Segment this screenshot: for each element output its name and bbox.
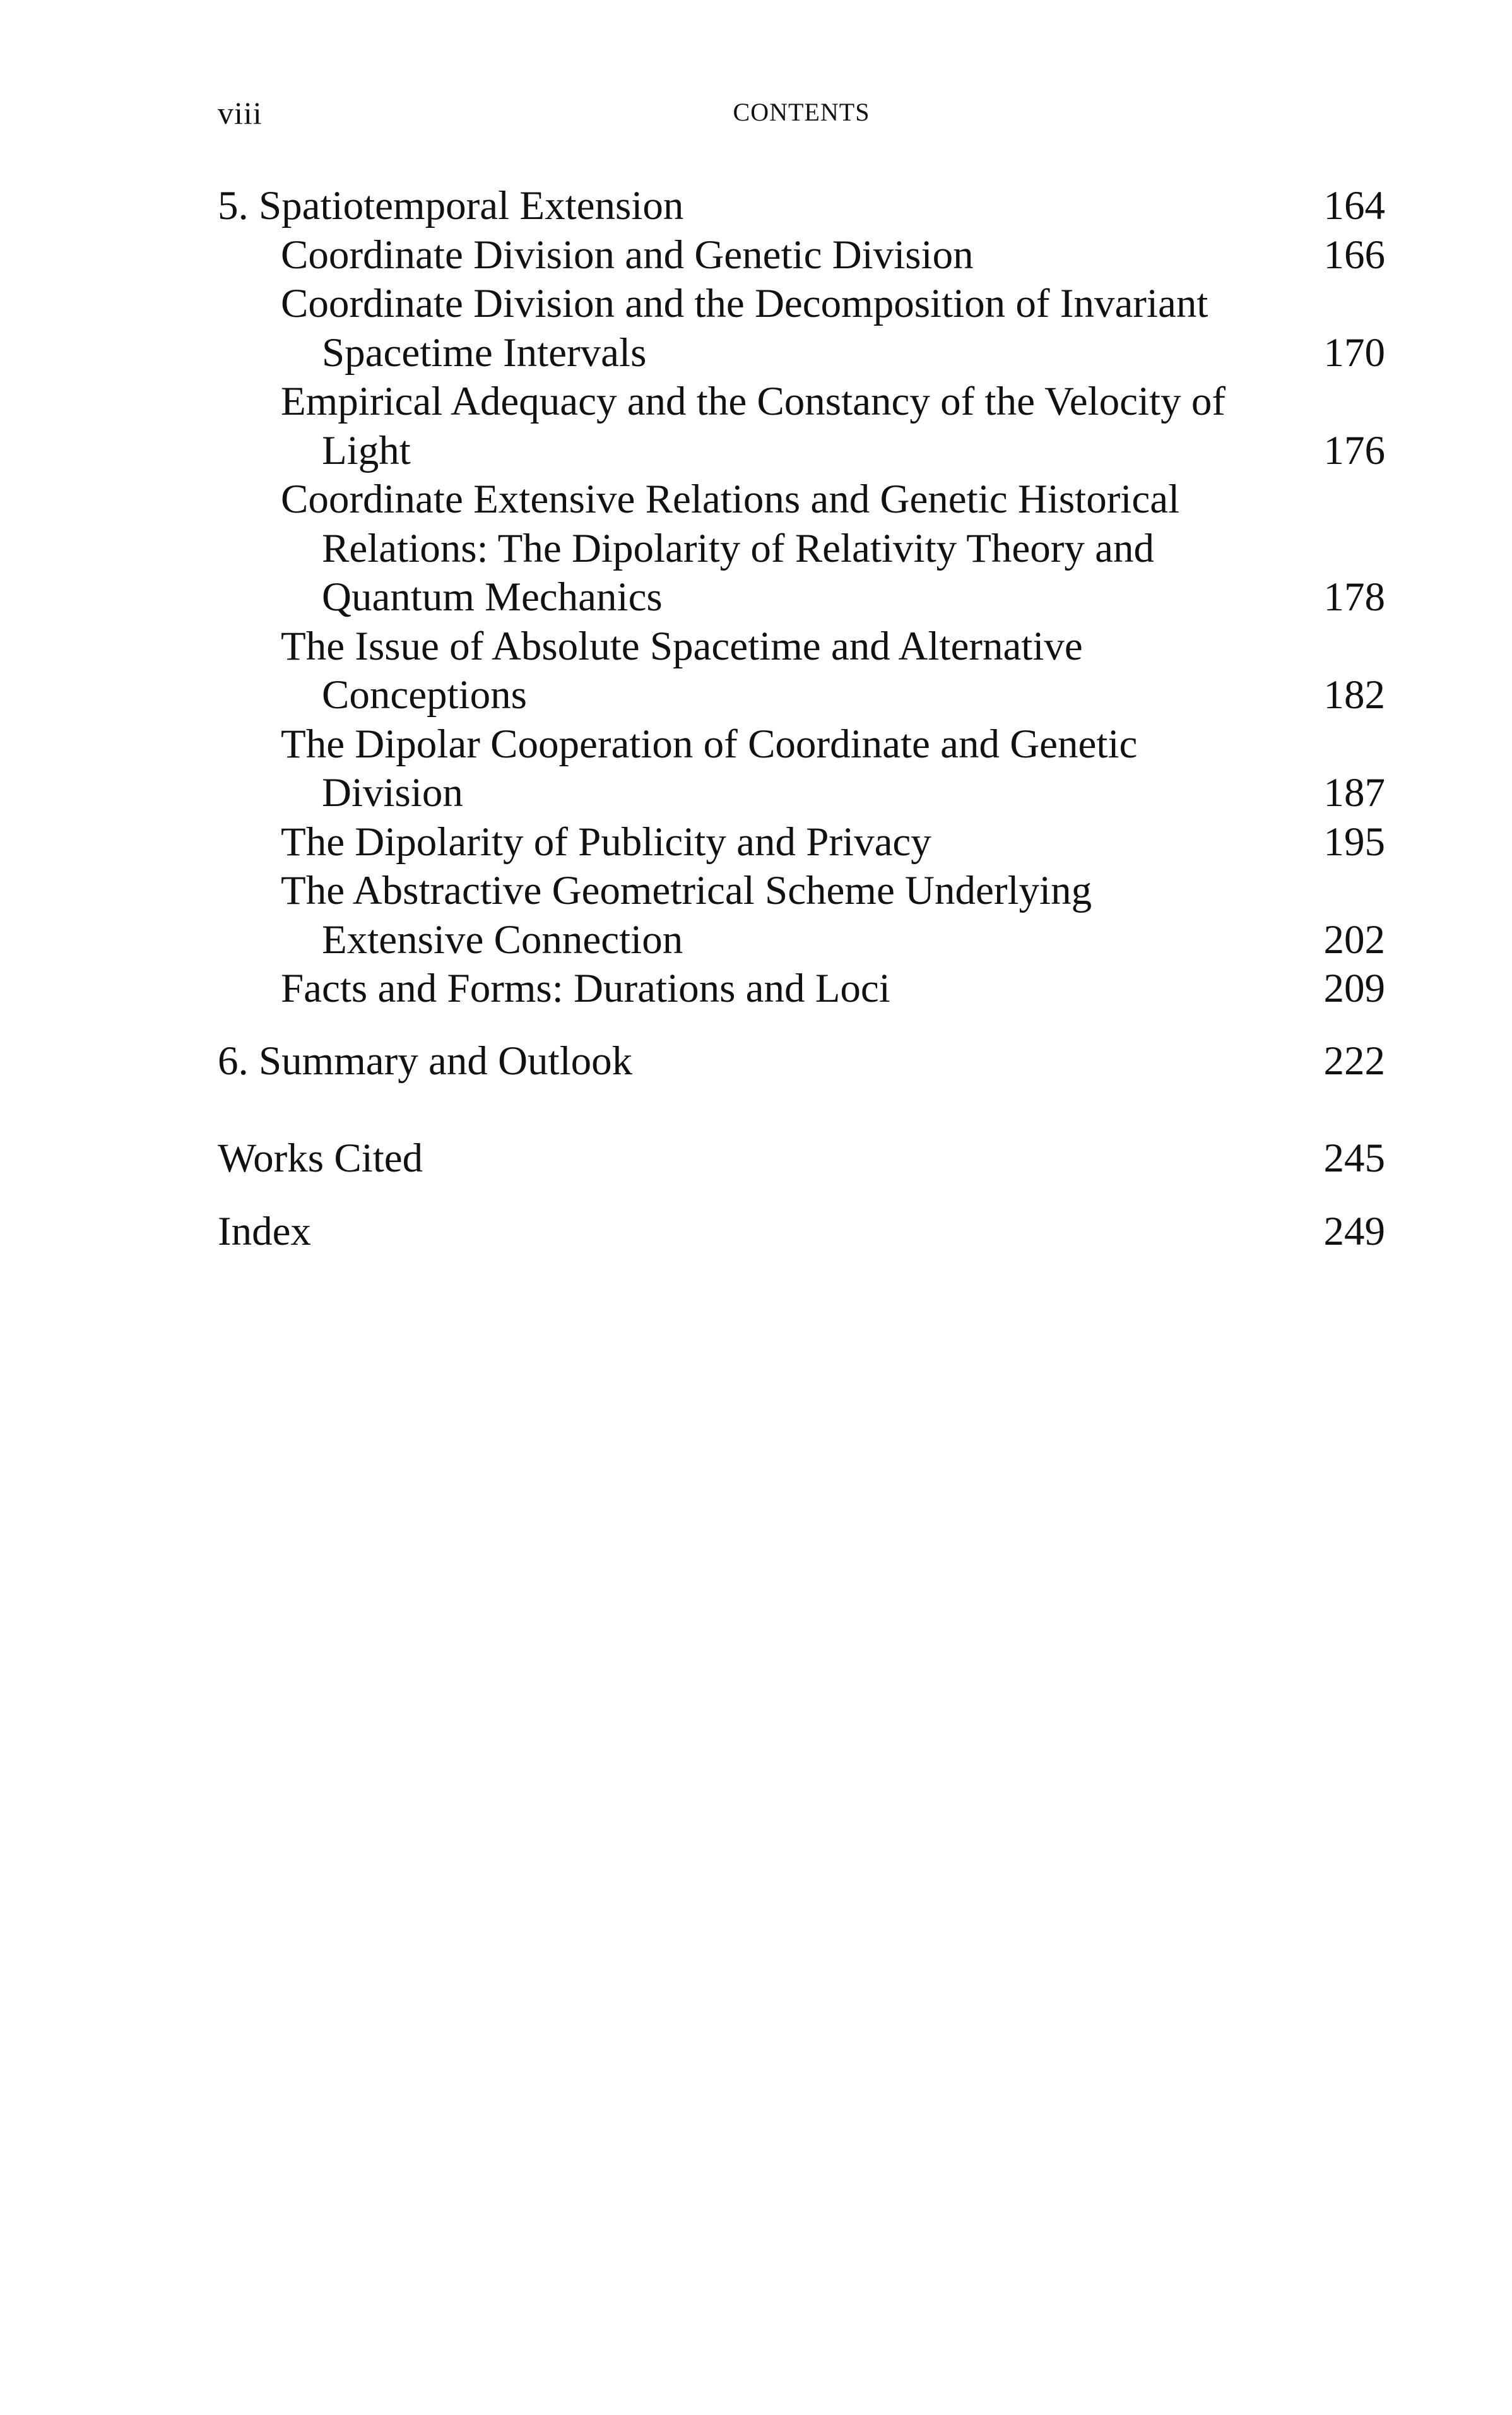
toc-section[interactable]	[218, 475, 1385, 622]
toc-entry-page: 182	[1323, 672, 1385, 718]
toc-entry-title: Facts and Forms: Durations and Loci	[281, 966, 890, 1011]
toc-entry-title: 6. Summary and Outlook	[218, 1038, 633, 1084]
toc-entry-title: The Issue of Absolute Spacetime and Alternative Conceptions	[281, 623, 1083, 718]
running-head	[218, 95, 1385, 145]
toc-entry-page: 187	[1323, 770, 1385, 816]
toc-entry-page: 249	[1323, 1208, 1385, 1254]
toc-entry-page: 202	[1323, 917, 1385, 963]
toc-entry-page: 245	[1323, 1136, 1385, 1181]
toc-entry-page: 195	[1323, 819, 1385, 865]
toc-entry-title: Works Cited	[218, 1136, 423, 1181]
toc-section[interactable]	[218, 622, 1385, 720]
toc-section[interactable]	[218, 964, 1385, 1014]
toc-section[interactable]	[218, 280, 1385, 377]
toc-entry-page: 176	[1323, 427, 1385, 473]
toc-entry-title: Empirical Adequacy and the Constancy of the Velocity of Light	[281, 379, 1226, 473]
toc-entry-title: The Dipolarity of Publicity and Privacy	[281, 819, 931, 865]
running-head-title: CONTENTS	[733, 98, 870, 126]
toc-entry-title: The Dipolar Cooperation of Coordinate and Genetic Division	[281, 721, 1138, 816]
page-folio: viii	[218, 95, 263, 131]
toc-entry-title: The Abstractive Geometrical Scheme Underlying Extensive Connection	[281, 868, 1092, 963]
toc-entry-title: Coordinate Division and Genetic Division	[281, 232, 974, 278]
toc-entry-title: 5. Spatiotemporal Extension	[218, 183, 684, 228]
toc-section[interactable]	[218, 867, 1385, 964]
toc-entry-page: 166	[1323, 232, 1385, 278]
toc-entry-page: 170	[1323, 329, 1385, 376]
toc-entry-title: Index	[218, 1208, 311, 1254]
toc-entry-page: 178	[1323, 574, 1385, 620]
toc-entry-title: Coordinate Extensive Relations and Genetic Historical Relations: The Dipolarity of Relativity Theory and Quantum Mechanics	[281, 477, 1180, 620]
toc-section[interactable]	[218, 720, 1385, 818]
toc-section[interactable]	[218, 377, 1385, 475]
toc-entry-title: Coordinate Division and the Decomposition of Invariant Spacetime Intervals	[281, 281, 1208, 376]
toc-chapter-6[interactable]	[218, 1037, 1385, 1086]
toc-chapter-5[interactable]	[218, 182, 1385, 231]
toc-works-cited[interactable]	[218, 1134, 1385, 1184]
table-of-contents	[218, 182, 1385, 1256]
toc-entry-page: 222	[1323, 1038, 1385, 1084]
toc-section[interactable]	[218, 231, 1385, 280]
toc-entry-page: 164	[1323, 183, 1385, 228]
toc-section[interactable]	[218, 818, 1385, 867]
toc-index[interactable]	[218, 1208, 1385, 1257]
toc-entry-page: 209	[1323, 966, 1385, 1011]
